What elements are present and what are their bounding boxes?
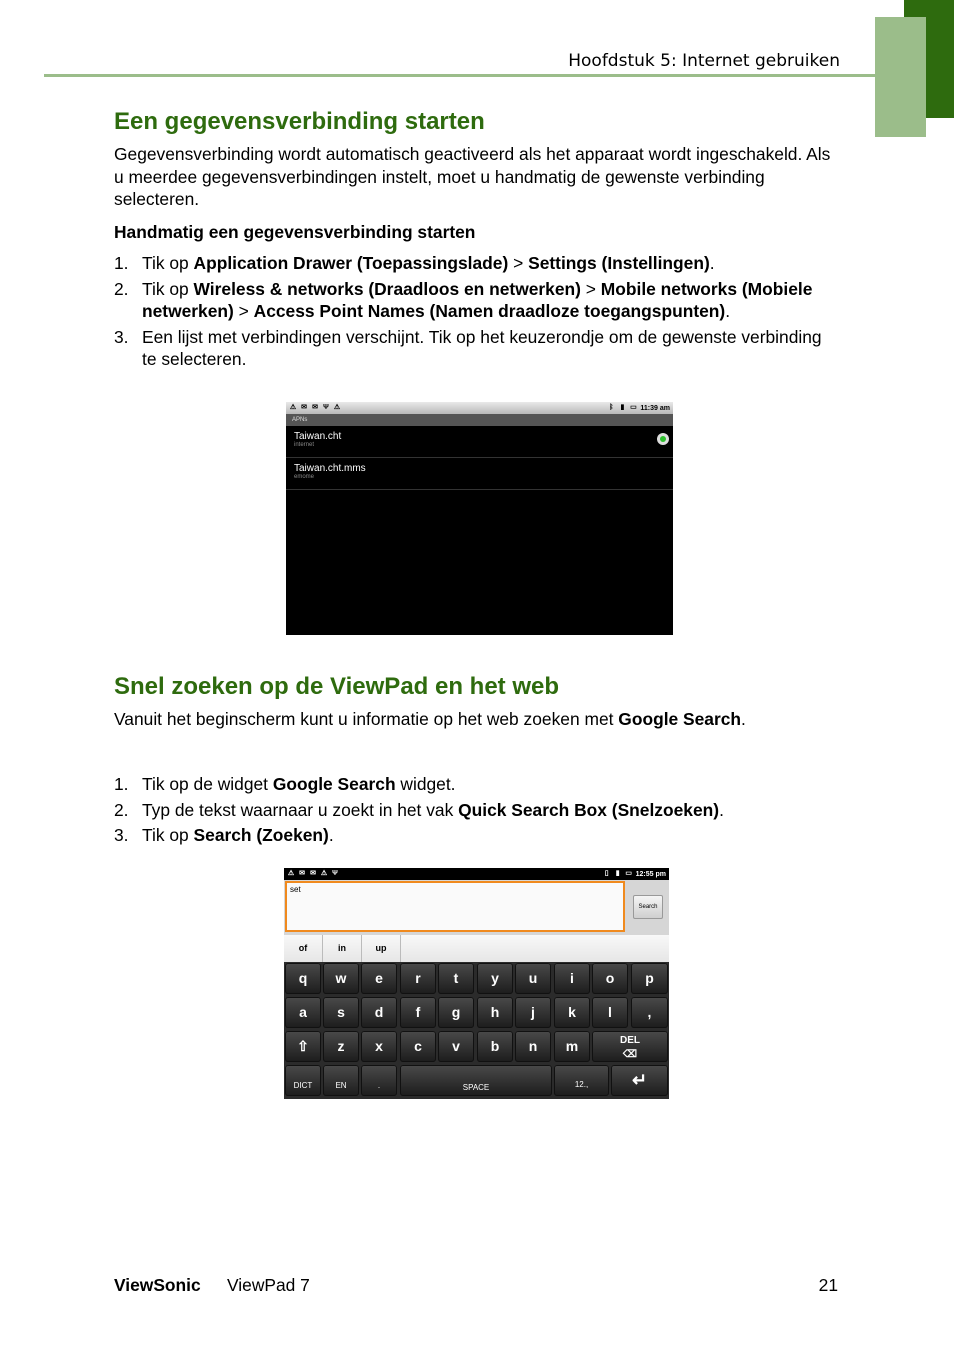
list-item: 1. Tik op de widget Google Search widget.: [114, 774, 456, 794]
enter-key[interactable]: [611, 1065, 668, 1096]
language-key[interactable]: [323, 1065, 359, 1096]
apn-sub: internet: [294, 442, 315, 448]
key-y[interactable]: y: [477, 963, 513, 994]
mail-icon: ✉: [312, 404, 318, 411]
enter-arrow-icon: ↵: [631, 1070, 648, 1090]
warning-icon: ⚠: [287, 870, 295, 877]
signal-icon: ▮: [615, 870, 620, 877]
key-q[interactable]: q: [285, 963, 321, 994]
list-item: 2. Tik op Wireless & networks (Draadloos en netwerken) > Mobile networks (Mobiele netwerken) > Access Point Names (Namen draadloze toegangspunten).: [114, 278, 813, 321]
key-d[interactable]: d: [361, 997, 397, 1028]
chapter-tab-light: [875, 17, 926, 137]
key-e[interactable]: e: [361, 963, 397, 994]
suggestion[interactable]: up: [362, 935, 401, 962]
lang-label: EN: [335, 1081, 347, 1090]
key-z[interactable]: z: [323, 1031, 359, 1062]
space-key[interactable]: [400, 1065, 552, 1096]
usb-icon: Ψ: [332, 870, 338, 877]
key-v[interactable]: v: [438, 1031, 474, 1062]
search-button[interactable]: Search: [633, 895, 663, 919]
delete-key[interactable]: [592, 1031, 668, 1062]
list-item: 2. Typ de tekst waarnaar u zoekt in het vak Quick Search Box (Snelzoeken).: [114, 799, 724, 820]
key-n[interactable]: n: [515, 1031, 551, 1062]
key-o[interactable]: o: [592, 963, 628, 994]
status-bar: [284, 868, 669, 880]
list-item: 3. Een lijst met verbindingen verschijnt. Tik op het keuzerondje om de gewenste verbinding te selecteren.: [114, 326, 822, 369]
shift-key[interactable]: [285, 1031, 321, 1062]
warning-icon: ⚠: [333, 404, 341, 411]
key-t[interactable]: t: [438, 963, 474, 994]
footer-brand: ViewSonic: [114, 1275, 201, 1295]
key-l[interactable]: l: [592, 997, 628, 1028]
section2-title: Snel zoeken op de ViewPad en het web: [114, 673, 560, 700]
footer-model: ViewPad 7: [227, 1275, 310, 1295]
section1-title: Een gegevensverbinding starten: [114, 108, 485, 135]
apn-sub: emome: [294, 474, 315, 480]
key-p[interactable]: p: [631, 963, 668, 994]
usb-icon: Ψ: [323, 404, 329, 411]
key-j[interactable]: j: [515, 997, 551, 1028]
signal-icon: ▮: [620, 404, 625, 411]
screen-title: APNs: [286, 414, 673, 426]
radio-selected-icon[interactable]: [657, 433, 669, 445]
apn-screenshot: [286, 402, 673, 635]
section2-steps: [114, 773, 834, 850]
bluetooth-icon: ᛒ: [609, 404, 614, 411]
status-time: 11:39 am: [640, 404, 670, 412]
section1-subheading: Handmatig een gegevensverbinding starten: [114, 222, 476, 242]
status-bar: [286, 402, 673, 414]
backspace-icon: ⌫: [622, 1049, 638, 1060]
list-item: 3. Tik op Search (Zoeken).: [114, 825, 334, 845]
apn-row[interactable]: [286, 426, 673, 458]
message-icon: ✉: [301, 404, 307, 411]
key-c[interactable]: c: [400, 1031, 436, 1062]
key-h[interactable]: h: [477, 997, 513, 1028]
mail-icon: ✉: [310, 870, 316, 877]
sim-icon: ▯: [604, 870, 609, 877]
space-label: SPACE: [462, 1083, 490, 1092]
status-time: 12:55 pm: [635, 870, 666, 878]
num-label: 12.,: [574, 1080, 589, 1089]
key-m[interactable]: m: [554, 1031, 590, 1062]
shift-arrow-icon: ⇧: [297, 1038, 309, 1054]
section2-intro: Vanuit het beginscherm kunt u informatie op het web zoeken met Google Search.: [114, 709, 746, 729]
keyboard: [284, 962, 669, 1099]
key-k[interactable]: k: [554, 997, 590, 1028]
key-r[interactable]: r: [400, 963, 436, 994]
dot-key[interactable]: [361, 1065, 397, 1096]
dict-key[interactable]: [285, 1065, 321, 1096]
page-number: 21: [818, 1275, 838, 1295]
key-a[interactable]: a: [285, 997, 321, 1028]
quick-search-box[interactable]: set: [285, 881, 625, 932]
key-f[interactable]: f: [400, 997, 436, 1028]
battery-icon: ▭: [630, 404, 637, 411]
warning-icon: ⚠: [320, 870, 328, 877]
message-icon: ✉: [299, 870, 305, 877]
key-x[interactable]: x: [361, 1031, 397, 1062]
del-label: DEL: [620, 1035, 640, 1046]
key-comma[interactable]: ,: [631, 997, 668, 1028]
key-b[interactable]: b: [477, 1031, 513, 1062]
number-key[interactable]: [554, 1065, 609, 1096]
apn-row[interactable]: [286, 458, 673, 490]
search-screenshot: [284, 868, 669, 1099]
warning-icon: ⚠: [289, 404, 297, 411]
section1-steps: [114, 252, 834, 374]
battery-icon: ▭: [625, 870, 632, 877]
key-g[interactable]: g: [438, 997, 474, 1028]
search-area: [284, 880, 669, 935]
key-s[interactable]: s: [323, 997, 359, 1028]
header-rule: [44, 74, 875, 77]
section1-intro: Gegevensverbinding wordt automatisch geactiveerd als het apparaat wordt ingeschakeld. Als u meerdee gegevensverbindingen instelt, moet u handmatig de gewenste verbinding selecteren.: [114, 144, 831, 209]
apn-name: Taiwan.cht: [294, 431, 342, 442]
chapter-header: Hoofdstuk 5: Internet gebruiken: [568, 51, 840, 71]
suggestion-bar: [284, 935, 669, 962]
list-item: 1. Tik op Application Drawer (Toepassingslade) > Settings (Instellingen).: [114, 253, 715, 273]
suggestion[interactable]: in: [323, 935, 362, 962]
apn-name: Taiwan.cht.mms: [294, 463, 366, 474]
key-w[interactable]: w: [323, 963, 359, 994]
dict-label: DICT: [293, 1081, 313, 1090]
dot-label: .: [377, 1081, 381, 1090]
key-i[interactable]: i: [554, 963, 590, 994]
key-u[interactable]: u: [515, 963, 551, 994]
suggestion[interactable]: of: [284, 935, 323, 962]
